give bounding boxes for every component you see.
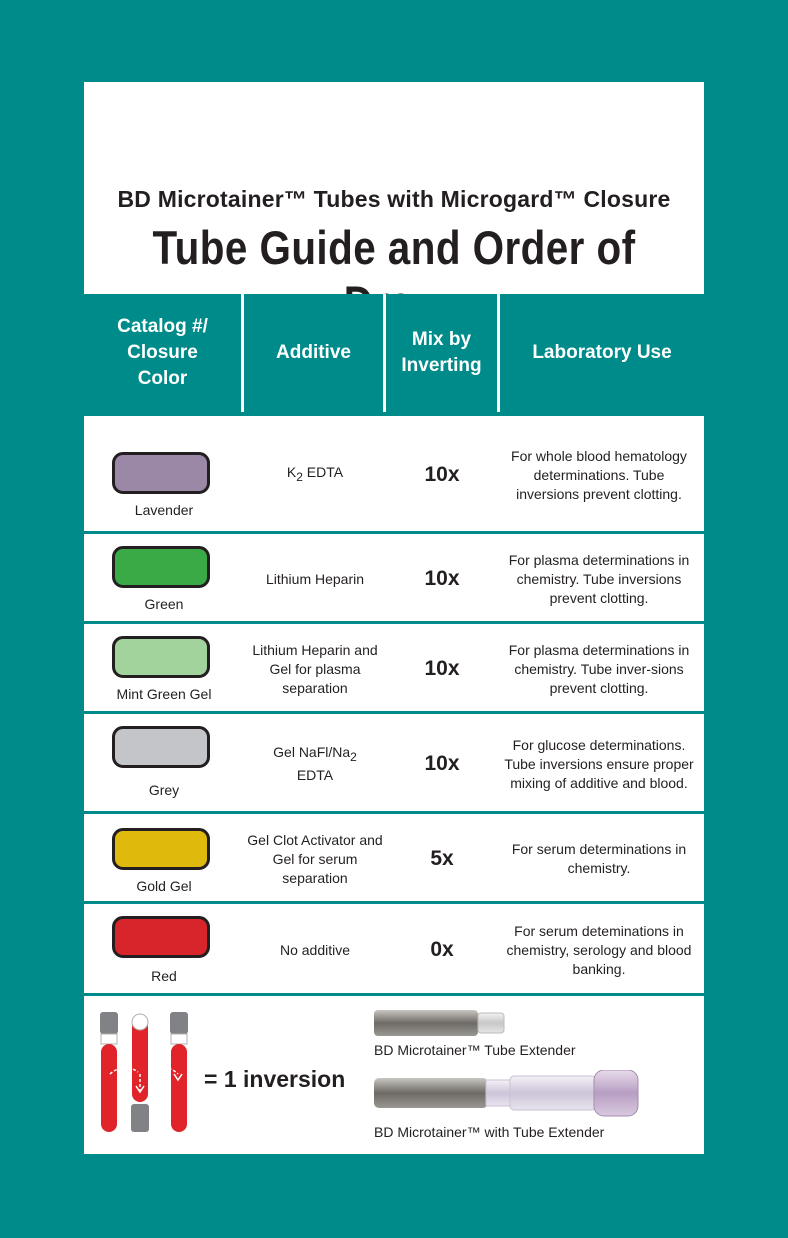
closure-color-name: Mint Green Gel	[116, 686, 212, 702]
page-subtitle: BD Microtainer™ Tubes with Microgard™ Closure	[117, 186, 671, 212]
laboratory-use-text: For serum determinations in chemistry.	[511, 841, 687, 876]
table-row-green	[84, 534, 704, 624]
microtainer-with-extender-label: BD Microtainer™ with Tube Extender	[374, 1124, 605, 1140]
additive-text: $K_2$ EDTA	[286, 464, 344, 484]
table-row-lavender	[84, 416, 704, 534]
closure-swatch-mint-green	[112, 636, 210, 678]
closure-swatch-gold	[112, 828, 210, 870]
mix-count: 10x	[424, 567, 460, 590]
tube-cap-icon	[170, 1012, 188, 1034]
tube-extender-label: BD Microtainer™ Tube Extender	[374, 1042, 576, 1058]
mix-count: 5x	[430, 847, 454, 870]
additive-text: Gel Clot Activator and Gel for serum separation	[247, 831, 383, 886]
column-header-use: Laboratory Use	[532, 342, 672, 363]
closure-color-name: Gold Gel	[136, 878, 192, 894]
tube-guide-card	[84, 82, 704, 1154]
closure-color-name: Grey	[148, 782, 180, 798]
closure-swatch-grey	[112, 726, 210, 768]
closure-swatch-lavender	[112, 452, 210, 494]
closure-swatch-red	[112, 916, 210, 958]
inversion-label: = 1 inversion	[204, 1066, 346, 1092]
table-row-grey	[84, 714, 704, 814]
page-title: Tube Guide and Order of	[152, 221, 636, 274]
column-header-additive: Additive	[244, 294, 386, 412]
laboratory-use-text: For serum deteminations in chemistry, serology and blood banking.	[506, 922, 692, 977]
mix-count: 0x	[430, 938, 454, 961]
table-row-mint-green-gel	[84, 624, 704, 714]
microtainer-with-extender-image	[374, 1070, 646, 1118]
tube-cap-icon	[100, 1012, 118, 1034]
title-area	[84, 82, 704, 294]
laboratory-use-text: For glucose determinations. Tube inversions ensure proper mixing of additive and blood.	[504, 736, 694, 791]
additive-text: Lithium Heparin and Gel for plasma separation	[252, 641, 378, 696]
column-header-mix: Mix by Inverting	[386, 294, 500, 412]
closure-color-name: Green	[144, 596, 184, 612]
table-header	[84, 294, 704, 416]
inversion-tubes-illustration	[94, 1008, 194, 1138]
laboratory-use-text: For whole blood hematology determinations. Tube inversions prevent clotting.	[511, 447, 687, 502]
closure-color-name: Lavender	[134, 502, 194, 518]
closure-color-name: Red	[151, 968, 177, 984]
tube-cap-icon	[131, 1104, 149, 1132]
table-row-red	[84, 904, 704, 996]
laboratory-use-text: For plasma determinations in chemistry. Tube inver-sions prevent clotting.	[508, 641, 690, 696]
additive-text: No additive	[279, 941, 351, 958]
footer	[84, 994, 704, 1154]
mix-count: 10x	[424, 463, 460, 486]
laboratory-use-text: For plasma determinations in chemistry. Tube inversions prevent clotting.	[508, 551, 690, 606]
column-header-catalog: Catalog #/ Closure Color	[84, 294, 244, 412]
mix-count: 10x	[424, 752, 460, 775]
tube-extender-image	[374, 1004, 506, 1040]
table-row-gold-gel	[84, 814, 704, 904]
additive-text: Gel NaFl/$Na_2$ EDTA	[273, 743, 357, 784]
mix-count: 10x	[424, 657, 460, 680]
additive-text: Lithium Heparin	[265, 570, 365, 587]
closure-swatch-green	[112, 546, 210, 588]
